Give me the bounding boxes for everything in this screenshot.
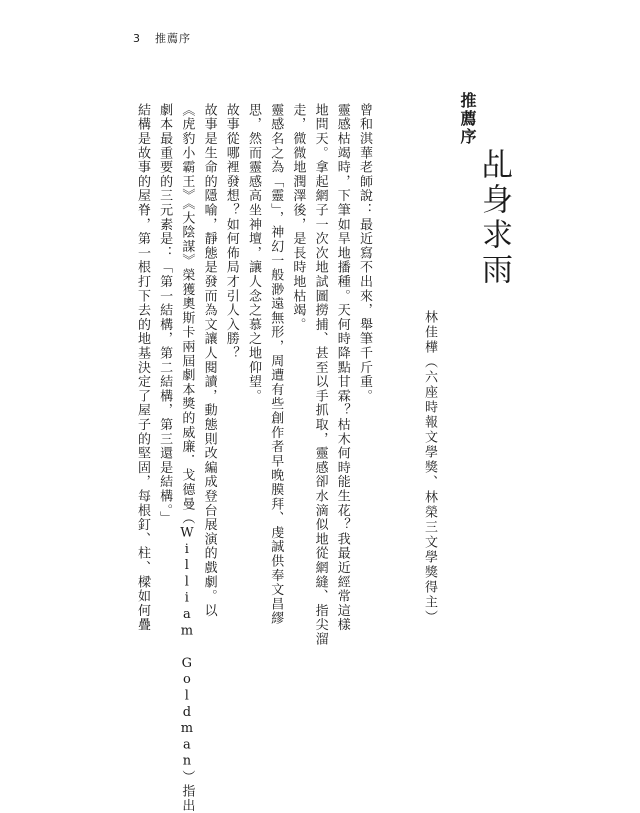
paragraph-line: 劇本最重要的三元素是：「第一結構，第二結構，第三還是結構。」: [157, 103, 173, 526]
paragraph-line: 靈感枯竭時，下筆如旱地播種。天何時降點甘霖？枯木何時能生花？我最近經常這樣: [334, 103, 350, 633]
paragraph-line: 地問天。拿起網子一次次地試圖撈捕、甚至以手抓取，靈感卻水滴似地從網縫、指尖溜: [312, 103, 328, 647]
paragraph-line: 故事從哪裡發想？如何佈局才引人入勝？: [223, 103, 239, 361]
running-title: 推薦序: [155, 32, 191, 45]
paragraph-line: 《虎豹小霸王》《大陰謀》榮獲奧斯卡兩屆劇本獎的威廉．戈德曼（William Goldman）指出: [179, 103, 195, 813]
essay-body: [131, 103, 375, 813]
paragraph-line: 結構是故事的屋脊，第一根打下去的地基決定了屋子的堅固，每根釘、柱、樑如何疊: [134, 103, 150, 633]
section-label: 推薦序: [458, 92, 477, 146]
page-number: 3: [133, 31, 141, 45]
paragraph-line: 走，微微地潤澤後，是長時地枯竭。: [290, 103, 306, 332]
running-header: [133, 30, 191, 46]
paragraph-line: 曾和淇華老師說：最近寫不出來，舉筆千斤重。: [357, 103, 372, 404]
paragraph-line: 故事是生命的隱喻，靜態是發而為文讓人閱讀，動態則改編成登台展演的戲劇。以: [201, 103, 217, 618]
author-byline: 林佳樺（六座時報文學獎、林榮三文學獎得主）: [422, 310, 437, 625]
paragraph-line: 思，然而靈感高坐神壇，讓人念之慕之地仰望。: [245, 103, 261, 404]
paragraph-line: 靈感名之為「靈」，神幻一般渺遠無形，周遭有些創作者早晚膜拜、虔誠供奉文昌繆: [268, 103, 284, 626]
essay-title: 乩身求雨: [476, 148, 512, 288]
